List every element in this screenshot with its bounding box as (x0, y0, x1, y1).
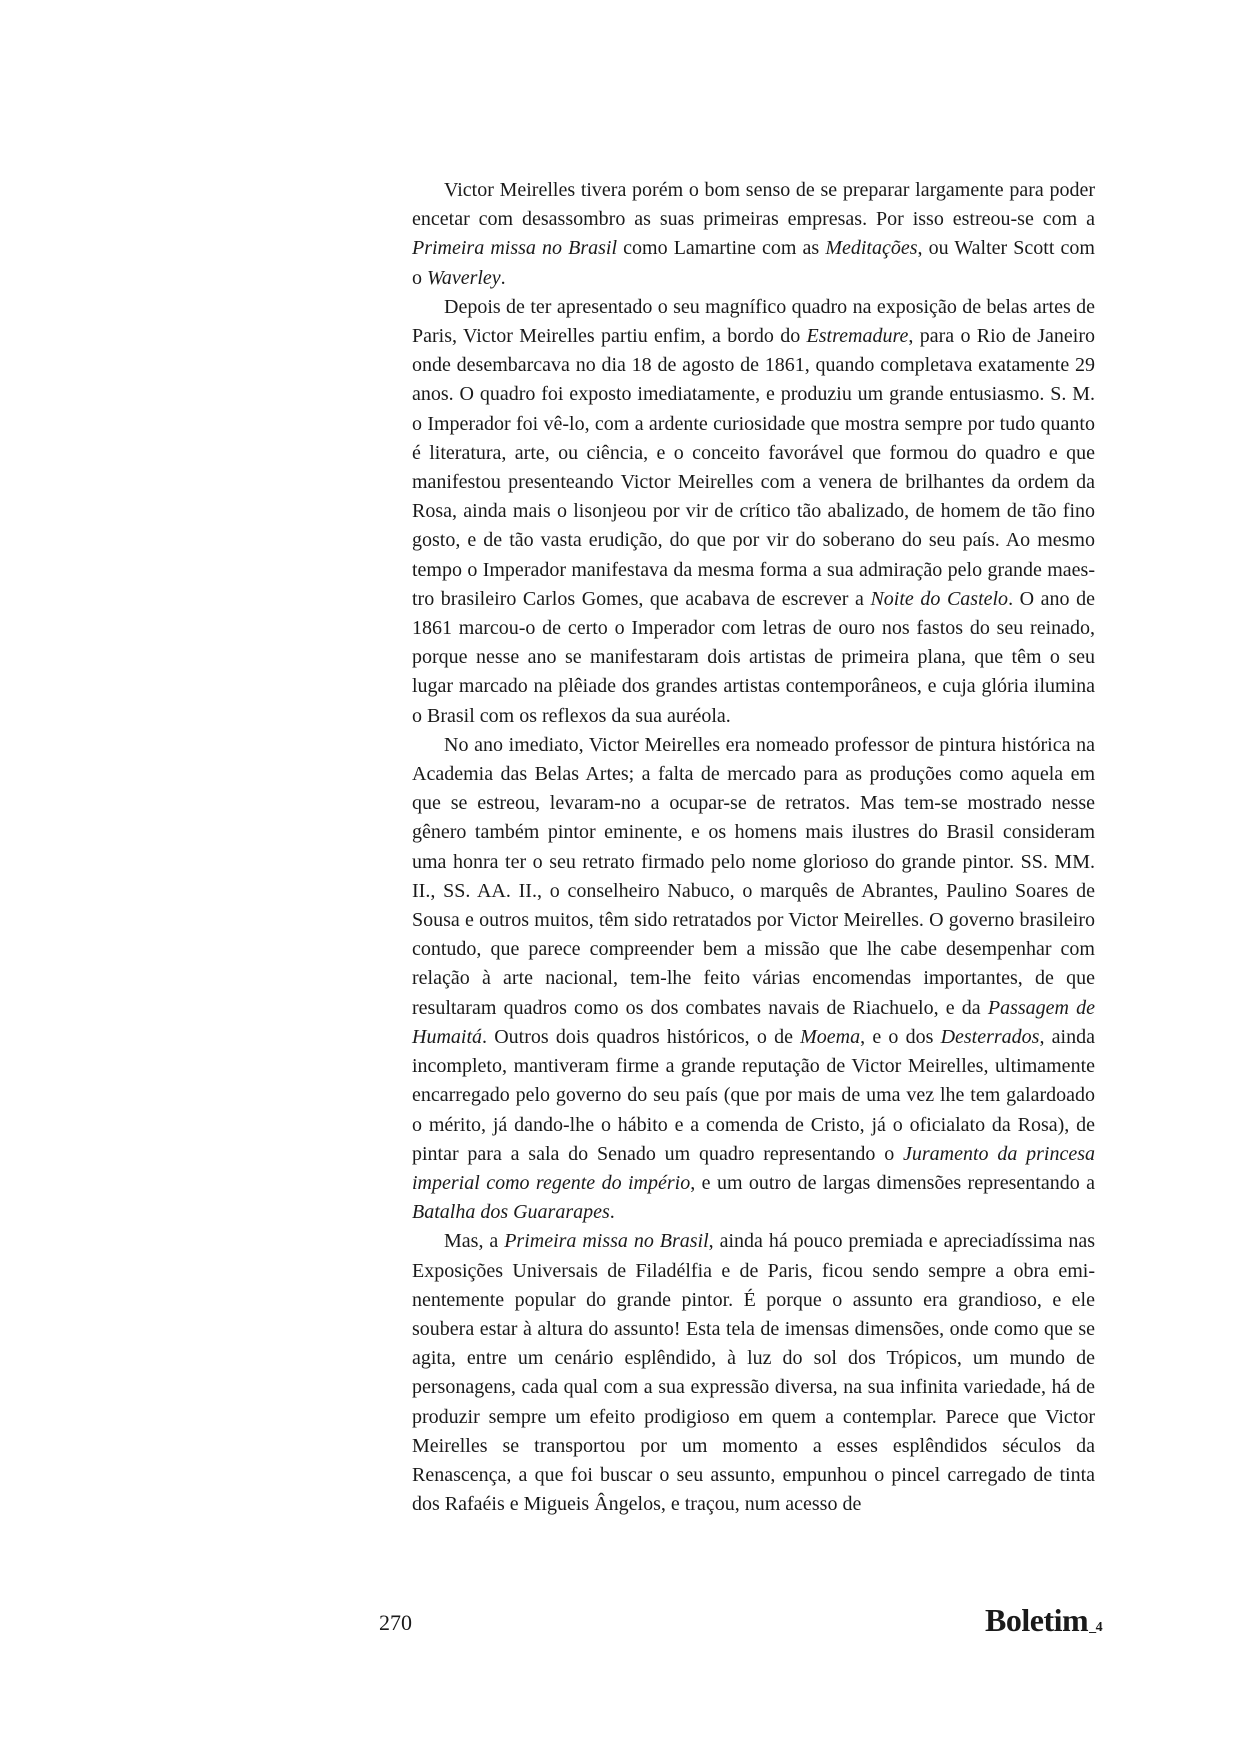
italic-title: Primeira missa no Brasil (412, 237, 618, 260)
text-run: Depois de ter apresentado o seu magnífico quadro na exposição de belas artes de Paris, Victor Meirelles partiu enfim, a bordo do (412, 295, 1095, 348)
text-run: Mas, a (444, 1230, 505, 1253)
italic-title: Batalha dos Guararapes (412, 1201, 610, 1224)
italic-title: Primeira missa no Brasil (504, 1230, 709, 1253)
text-run: , ainda há pouco premiada e apreciadíssima nas Exposições Universais de Filadélfia e de Paris, ficou sendo sempre a obra eminentemente popular do grande pintor. É porque o assunto era grandioso, e ele soubera estar à altura do assunto! Esta tela de imensas dimensões, onde como que se agita, entre um cenário esplêndido, à luz do sol dos Trópicos, um mundo de personagens, cada qual com a sua expressão diversa, na sua infinita variedade, há de produzir sempre um efeito prodigioso em quem a contemplar. Parece que Victor Meirelles se transportou por um momento a esses esplêndidos séculos da Renascença, a que foi buscar o seu assunto, empunhou o pincel carregado de tinta dos Rafaéis e Migueis Ângelos, e traçou, num acesso de (412, 1230, 1095, 1516)
body-text (412, 176, 1095, 1519)
text-run: , e um outro de largas dimensões representando a (690, 1171, 1095, 1194)
text-run: . (609, 1201, 615, 1224)
text-run: No ano imediato, Victor Meirelles era nomeado professor de pintura histórica na Academia das Belas Artes; a falta de mercado para as produções como aquela em que se estreou, levaram-no a ocupar-se de retratos. Mas tem-se mostrado nesse gênero também pintor eminente, e os homens mais ilustres do Brasil consideram uma honra ter o seu retrato firmado pelo nome glorioso do grande pintor. SS. MM. II., SS. AA. II., o conselheiro Nabuco, o marquês de Abrantes, Paulino Soares de Sousa e outros muitos, têm sido retratados por Victor Meirelles. O governo brasileiro contudo, que parece compreender bem a missão que lhe cabe desempenhar com relação à arte nacional, tem-lhe feito várias encomendas importantes, de que resultaram quadros como os dos combates navais de Riachuelo, e da (412, 733, 1095, 1019)
text-run: , ainda incompleto, mantiveram firme a grande reputação de Victor Meirelles, ultimamente encarregado pelo governo do seu país (que por mais de uma vez lhe tem galardoado o mérito, já dando-lhe o hábito e a comenda de Cristo, já o oficialato da Rosa), de pintar para a sala do Senado um quadro representando o (412, 1025, 1095, 1165)
page-number: 270 (379, 1610, 412, 1635)
text-run: , e o dos (860, 1025, 941, 1048)
italic-title: Meditações (825, 237, 918, 260)
paragraph (412, 1227, 1095, 1519)
italic-title: Estremadure (806, 325, 909, 348)
text-run: . Outros dois quadros históricos, o de (482, 1025, 801, 1048)
text-run: , para o Rio de Janeiro onde desembarcava no dia 18 de agosto de 1861, quando completava exatamente 29 anos. O quadro foi exposto imediatamente, e produziu um grande entusiasmo. S. M. o Imperador foi vê-lo, com a ardente curiosidade que mostra sempre por tudo quanto é literatura, arte, ou ciência, e o conceito favorável que formou do quadro e que manifestou presenteando Victor Meirelles com a venera de brilhantes da ordem da Rosa, ainda mais o lisonjeou por vir de crítico tão abalizado, de homem de tão fino gosto, e de tão vasta erudição, do que por vir do soberano do seu país. Ao mesmo tempo o Imperador manifestava da mesma forma a sua admiração pelo grande maestro brasileiro Carlos Gomes, que acabava de escrever a (412, 325, 1095, 610)
italic-title: Juramento da princesa imperial como regente do império (412, 1142, 1095, 1194)
paragraph (412, 293, 1095, 731)
italic-title: Desterrados (940, 1025, 1040, 1048)
logo-issue-number: _4 (1089, 1620, 1103, 1635)
italic-title: Noite do Castelo (870, 587, 1009, 610)
italic-title: Passagem de Humaitá (412, 996, 1096, 1048)
italic-title: Moema (800, 1025, 861, 1048)
text-run: Victor Meirelles tivera porém o bom senso de se preparar largamente para poder encetar com desassombro as suas primeiras empresas. Por isso estreou-se com a (412, 179, 1095, 231)
text-run: . O ano de 1861 marcou-o de certo o Imperador com letras de ouro nos fastos do seu reinado, porque nesse ano se manifestaram dois artistas de primeira plana, que têm o seu lugar marcado na plêiade dos grandes artistas contemporâneos, e cuja glória ilumina o Brasil com os reflexos da sua auréola. (412, 587, 1095, 727)
paragraph (412, 731, 1095, 1227)
text-run: . (500, 266, 506, 289)
boletim-logo (985, 1602, 1102, 1639)
paragraph (412, 176, 1095, 293)
italic-title: Waverley (427, 266, 501, 289)
text-run: , ou Walter Scott com o (412, 237, 1095, 289)
logo-text: Boletim (985, 1602, 1089, 1638)
text-run: como Lamartine com as (617, 237, 826, 260)
